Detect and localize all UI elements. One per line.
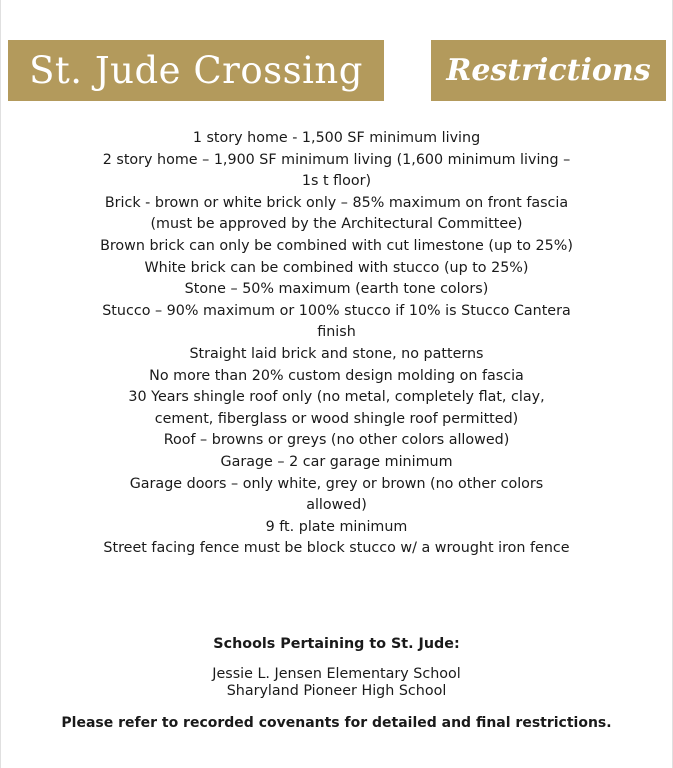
restrictions-heading: Restrictions	[446, 53, 651, 88]
school-item: Sharyland Pioneer High School	[226, 683, 447, 699]
schools-heading: Schools Pertaining to St. Jude:	[213, 636, 460, 652]
footer-note: Please refer to recorded covenants for detailed and final restrictions.	[61, 715, 612, 731]
restrictions-banner	[431, 40, 666, 101]
schools-list	[0, 666, 673, 700]
restriction-item: 30 Years shingle roof only (no metal, completely flat, clay, cement, fiberglass or wood shingle roof permitted)	[128, 389, 545, 427]
restriction-item: Stone – 50% maximum (earth tone colors)	[184, 281, 489, 298]
restriction-item: Roof – browns or greys (no other colors allowed)	[163, 432, 510, 449]
restriction-item: Brown brick can only be combined with cut limestone (up to 25%)	[100, 237, 573, 254]
restriction-item: 9 ft. plate minimum	[265, 518, 408, 535]
restriction-item: Street facing fence must be block stucco w/ a wrought iron fence	[103, 540, 570, 557]
title-banner	[8, 40, 384, 101]
restriction-item: White brick can be combined with stucco (up to 25%)	[144, 259, 529, 276]
restriction-item: Straight laid brick and stone, no patterns	[189, 345, 484, 362]
restriction-item: No more than 20% custom design molding on fascia	[149, 367, 524, 384]
restrictions-list	[100, 128, 573, 560]
page-title: St. Jude Crossing	[29, 49, 363, 92]
restriction-item: Brick - brown or white brick only – 85% maximum on front fascia (must be approved by the Architectural Committee)	[104, 194, 569, 233]
restriction-item: 1 story home - 1,500 SF minimum living	[192, 130, 481, 146]
restriction-item: Garage doors – only white, grey or brown (no other colors allowed)	[129, 475, 544, 514]
school-item: Jessie L. Jensen Elementary School	[212, 666, 461, 682]
restriction-item: 2 story home – 1,900 SF minimum living (1,600 minimum living – 1s t floor)	[102, 151, 571, 190]
restriction-item: Stucco – 90% maximum or 100% stucco if 10% is Stucco Cantera finish	[102, 302, 571, 341]
restriction-item: Garage – 2 car garage minimum	[220, 453, 453, 470]
